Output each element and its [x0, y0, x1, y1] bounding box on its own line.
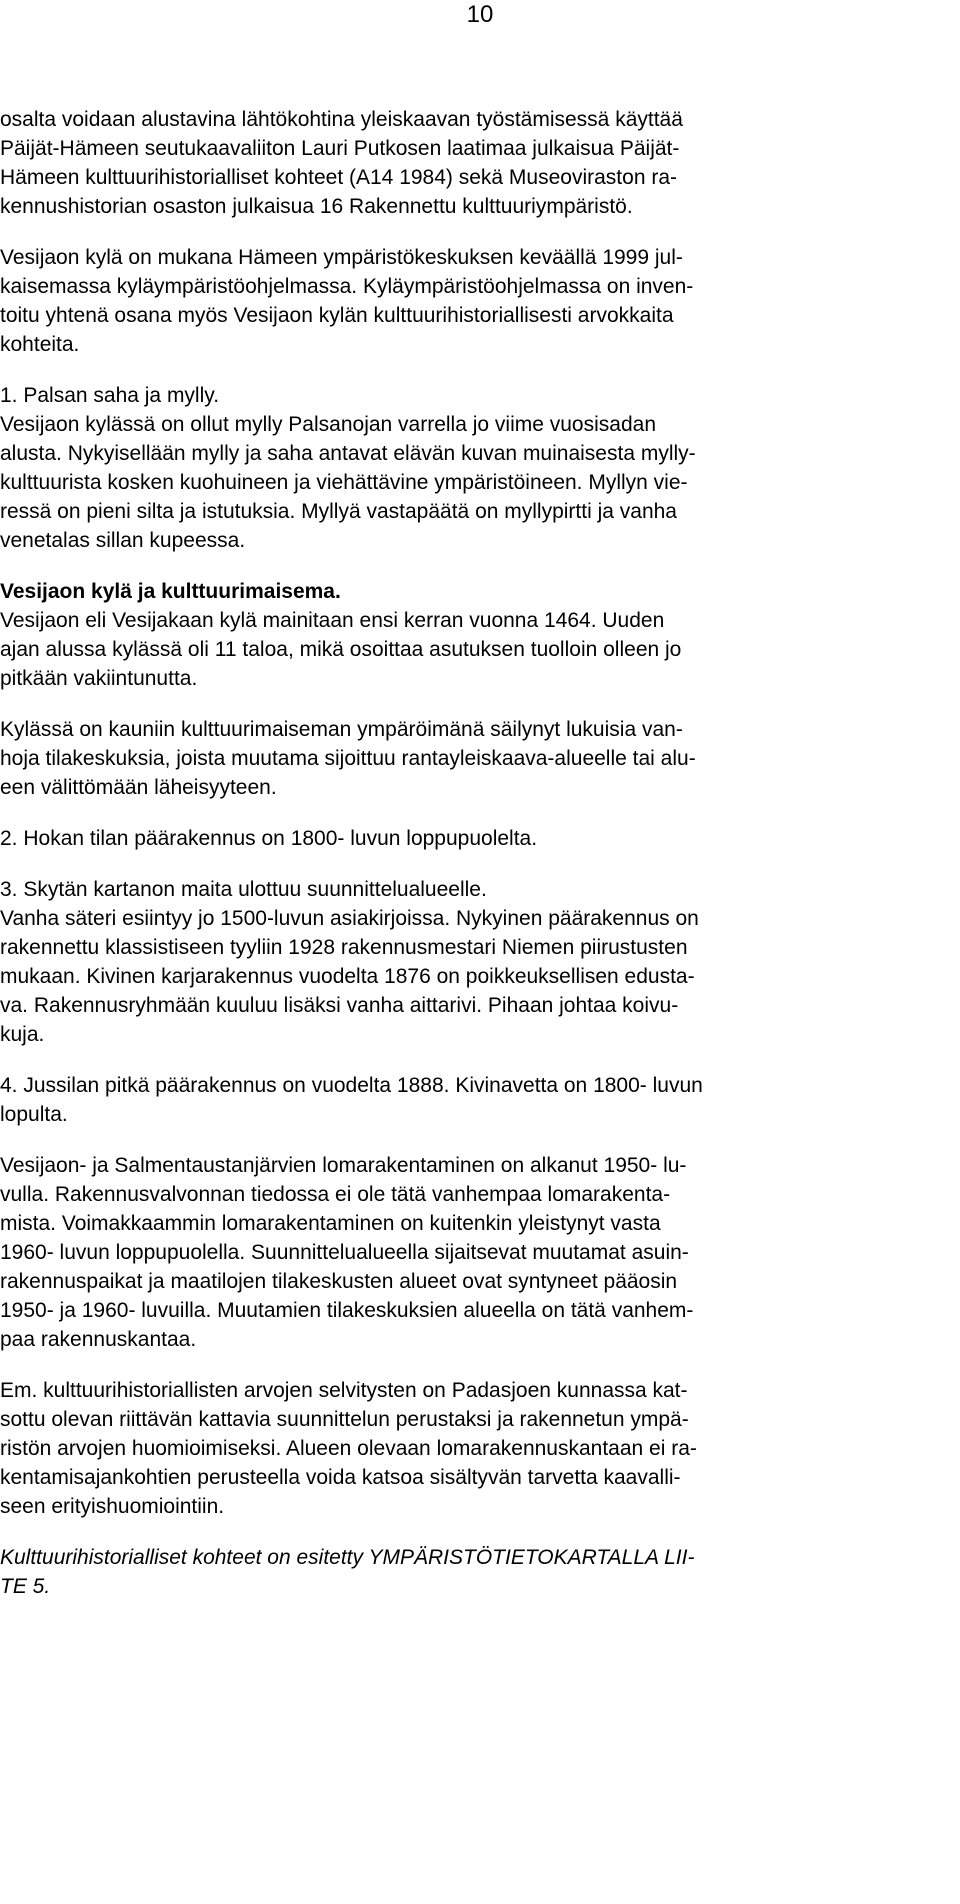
paragraph: [0, 1071, 764, 1129]
paragraph: [0, 1376, 764, 1521]
paragraph-gap: [0, 1129, 764, 1151]
text-line: alusta. Nykyisellään mylly ja saha antavat elävän kuvan muinaisesta mylly-: [0, 442, 696, 465]
paragraph-gap: [0, 221, 764, 243]
text-line: Vesijaon eli Vesijakaan kylä mainitaan ensi kerran vuonna 1464. Uuden: [0, 609, 665, 632]
text-line: TE 5.: [0, 1575, 51, 1598]
paragraph: [0, 1151, 764, 1354]
text-line: kaisemassa kyläympäristöohjelmassa. Kyläympäristöohjelmassa on inven-: [0, 275, 694, 298]
text-line: kulttuurista kosken kuohuineen ja viehättävine ympäristöineen. Myllyn vie-: [0, 471, 688, 494]
text-line: ressä on pieni silta ja istutuksia. Myllyä vastapäätä on myllypirtti ja vanha: [0, 500, 677, 523]
paragraph: [0, 1543, 764, 1601]
text-line: Vesijaon- ja Salmentaustanjärvien lomarakentaminen on alkanut 1950- lu-: [0, 1154, 687, 1177]
text-line: 1. Palsan saha ja mylly.: [0, 384, 220, 407]
paragraph: [0, 824, 764, 853]
text-line: rakennuspaikat ja maatilojen tilakeskusten alueet ovat syntyneet pääosin: [0, 1270, 678, 1293]
text-line: mista. Voimakkaammin lomarakentaminen on kuitenkin yleistynyt vasta: [0, 1212, 661, 1235]
text-line: toitu yhtenä osana myös Vesijaon kylän kulttuurihistoriallisesti arvokkaita: [0, 304, 674, 327]
text-line: Hämeen kulttuurihistorialliset kohteet (A14 1984) sekä Museoviraston ra-: [0, 166, 677, 189]
paragraph-gap: [0, 1354, 764, 1376]
document-body: [0, 105, 764, 1601]
text-line: Päijät-Hämeen seutukaavaliiton Lauri Putkosen laatimaa julkaisua Päijät-: [0, 137, 680, 160]
text-line: rakennettu klassistiseen tyyliin 1928 rakennusmestari Niemen piirustusten: [0, 936, 688, 959]
text-line: Kylässä on kauniin kulttuurimaiseman ympäröimänä säilynyt lukuisia van-: [0, 718, 683, 741]
paragraph: [0, 875, 764, 1049]
text-line: 2. Hokan tilan päärakennus on 1800- luvun loppupuolelta.: [0, 827, 538, 850]
text-line: ristön arvojen huomioimiseksi. Alueen olevaan lomarakennuskantaan ei ra-: [0, 1437, 697, 1460]
text-line: kennushistorian osaston julkaisua 16 Rakennettu kulttuuriympäristö.: [0, 195, 633, 218]
text-line: 4. Jussilan pitkä päärakennus on vuodelta 1888. Kivinavetta on 1800- luvun: [0, 1074, 703, 1097]
paragraph: [0, 381, 764, 555]
text-line: een välittömään läheisyyteen.: [0, 776, 277, 799]
text-line: venetalas sillan kupeessa.: [0, 529, 246, 552]
text-line: sottu olevan riittävän kattavia suunnittelun perustaksi ja rakennetun ympä-: [0, 1408, 689, 1431]
text-line: Vanha säteri esiintyy jo 1500-luvun asiakirjoissa. Nykyinen päärakennus on: [0, 907, 699, 930]
paragraph: [0, 243, 764, 359]
text-line: kohteita.: [0, 333, 80, 356]
paragraph-gap: [0, 359, 764, 381]
text-line: paa rakennuskantaa.: [0, 1328, 197, 1351]
paragraph-gap: [0, 555, 764, 577]
text-line: Em. kulttuurihistoriallisten arvojen selvitysten on Padasjoen kunnassa kat-: [0, 1379, 688, 1402]
text-line: seen erityishuomiointiin.: [0, 1495, 225, 1518]
text-line: 3. Skytän kartanon maita ulottuu suunnittelualueelle.: [0, 878, 487, 901]
text-line: hoja tilakeskuksia, joista muutama sijoittuu rantayleiskaava-alueelle tai alu-: [0, 747, 696, 770]
paragraph-gap: [0, 802, 764, 824]
paragraph-gap: [0, 1521, 764, 1543]
text-line: osalta voidaan alustavina lähtökohtina yleiskaavan työstämisessä käyttää: [0, 108, 683, 131]
paragraph: [0, 577, 764, 693]
text-line: kuja.: [0, 1023, 45, 1046]
paragraph: [0, 715, 764, 802]
text-line: Kulttuurihistorialliset kohteet on esitetty YMPÄRISTÖTIETOKARTALLA LII-: [0, 1546, 695, 1569]
page-number: 10: [466, 1, 494, 28]
text-line: pitkään vakiintunutta.: [0, 667, 198, 690]
text-line: va. Rakennusryhmään kuuluu lisäksi vanha aittarivi. Pihaan johtaa koivu-: [0, 994, 679, 1017]
text-line: vulla. Rakennusvalvonnan tiedossa ei ole tätä vanhempaa lomarakenta-: [0, 1183, 671, 1206]
paragraph-gap: [0, 693, 764, 715]
text-line: lopulta.: [0, 1103, 68, 1126]
text-line: 1960- luvun loppupuolella. Suunnittelualueella sijaitsevat muutamat asuin-: [0, 1241, 689, 1264]
text-line: mukaan. Kivinen karjarakennus vuodelta 1876 on poikkeuksellisen edusta-: [0, 965, 695, 988]
paragraph-gap: [0, 853, 764, 875]
text-line: kentamisajankohtien perusteella voida katsoa sisältyvän tarvetta kaavalli-: [0, 1466, 681, 1489]
section-heading: Vesijaon kylä ja kulttuurimaisema.: [0, 580, 341, 603]
text-line: 1950- ja 1960- luvuilla. Muutamien tilakeskuksien alueella on tätä vanhem-: [0, 1299, 694, 1322]
text-line: ajan alussa kylässä oli 11 taloa, mikä osoittaa asutuksen tuolloin olleen jo: [0, 638, 682, 661]
paragraph-gap: [0, 1049, 764, 1071]
text-line: Vesijaon kylässä on ollut mylly Palsanojan varrella jo viime vuosisadan: [0, 413, 656, 436]
paragraph: [0, 105, 764, 221]
text-line: Vesijaon kylä on mukana Hämeen ympäristökeskuksen keväällä 1999 jul-: [0, 246, 683, 269]
